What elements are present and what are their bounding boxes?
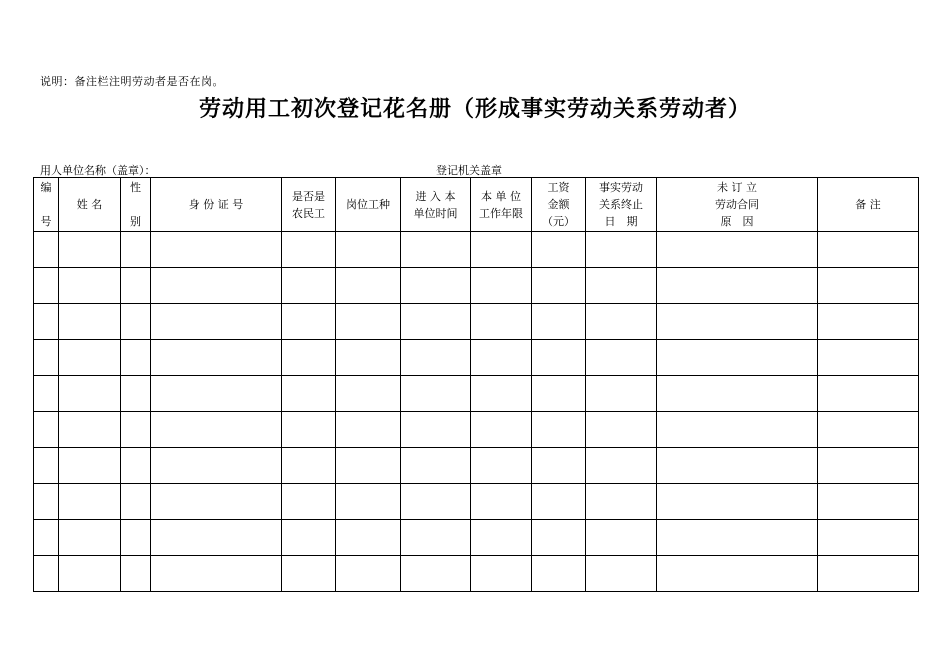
cell-entry-date[interactable] <box>401 484 471 520</box>
cell-migrant-worker[interactable] <box>282 412 336 448</box>
employer-name-label: 用人单位名称（盖章）： <box>40 164 156 177</box>
cell-years-worked[interactable] <box>471 376 532 412</box>
cell-name[interactable] <box>59 412 121 448</box>
cell-no-contract-reason[interactable] <box>657 232 818 268</box>
header-gender-bottom: 别 <box>130 215 141 228</box>
cell-name[interactable] <box>59 520 121 556</box>
cell-position[interactable] <box>336 484 401 520</box>
cell-remarks[interactable] <box>818 484 919 520</box>
header-relation-end-date <box>586 178 657 232</box>
cell-migrant-worker[interactable] <box>282 340 336 376</box>
header-gender <box>121 178 151 232</box>
cell-entry-date[interactable] <box>401 520 471 556</box>
header-entry-line1: 进 入 本 <box>415 189 456 203</box>
cell-id-number[interactable] <box>151 412 282 448</box>
cell-entry-date[interactable] <box>401 376 471 412</box>
cell-number[interactable] <box>34 376 59 412</box>
header-row <box>34 178 919 232</box>
cell-name[interactable] <box>59 268 121 304</box>
cell-gender[interactable] <box>121 268 151 304</box>
cell-number[interactable] <box>34 340 59 376</box>
cell-id-number[interactable] <box>151 232 282 268</box>
cell-gender[interactable] <box>121 484 151 520</box>
cell-relation-end-date[interactable] <box>586 304 657 340</box>
cell-remarks[interactable] <box>818 448 919 484</box>
header-entry-date <box>401 178 471 232</box>
cell-name[interactable] <box>59 556 121 592</box>
cell-name[interactable] <box>59 340 121 376</box>
header-end-line3: 日 期 <box>604 215 638 228</box>
cell-relation-end-date[interactable] <box>586 556 657 592</box>
header-gender-top: 性 <box>130 181 141 194</box>
cell-migrant-worker[interactable] <box>282 376 336 412</box>
cell-migrant-worker[interactable] <box>282 484 336 520</box>
table-row <box>34 484 919 520</box>
cell-migrant-worker[interactable] <box>282 268 336 304</box>
header-no-contract-reason <box>657 178 818 232</box>
cell-relation-end-date[interactable] <box>586 412 657 448</box>
header-number <box>34 178 59 232</box>
header-years-line2: 工作年限 <box>479 206 523 220</box>
header-migrant-line1: 是否是 <box>292 189 325 203</box>
cell-entry-date[interactable] <box>401 268 471 304</box>
cell-years-worked[interactable] <box>471 268 532 304</box>
cell-gender[interactable] <box>121 556 151 592</box>
instruction-note: 说明：备注栏注明劳动者是否在岗。 <box>40 75 224 88</box>
header-migrant-line2: 农民工 <box>292 206 325 220</box>
cell-number[interactable] <box>34 520 59 556</box>
cell-wage[interactable] <box>532 520 586 556</box>
cell-years-worked[interactable] <box>471 556 532 592</box>
cell-gender[interactable] <box>121 376 151 412</box>
cell-name[interactable] <box>59 232 121 268</box>
cell-position[interactable] <box>336 556 401 592</box>
table-row <box>34 556 919 592</box>
header-years-worked <box>471 178 532 232</box>
cell-years-worked[interactable] <box>471 520 532 556</box>
cell-gender[interactable] <box>121 340 151 376</box>
header-wage-line3: （元） <box>542 215 575 228</box>
cell-no-contract-reason[interactable] <box>657 304 818 340</box>
cell-id-number[interactable] <box>151 340 282 376</box>
cell-wage[interactable] <box>532 412 586 448</box>
cell-relation-end-date[interactable] <box>586 376 657 412</box>
table-row <box>34 376 919 412</box>
header-reason-line1: 未 订 立 <box>717 181 757 194</box>
cell-entry-date[interactable] <box>401 340 471 376</box>
cell-number[interactable] <box>34 484 59 520</box>
cell-id-number[interactable] <box>151 268 282 304</box>
table-row <box>34 268 919 304</box>
cell-number[interactable] <box>34 412 59 448</box>
page-title: 劳动用工初次登记花名册（形成事实劳动关系劳动者） <box>198 97 751 122</box>
cell-wage[interactable] <box>532 376 586 412</box>
cell-gender[interactable] <box>121 412 151 448</box>
cell-relation-end-date[interactable] <box>586 520 657 556</box>
cell-id-number[interactable] <box>151 520 282 556</box>
header-position: 岗位工种 <box>336 178 401 232</box>
cell-name[interactable] <box>59 448 121 484</box>
cell-number[interactable] <box>34 448 59 484</box>
table-row <box>34 304 919 340</box>
cell-position[interactable] <box>336 448 401 484</box>
header-wage-line1: 工资 <box>547 181 570 194</box>
cell-entry-date[interactable] <box>401 556 471 592</box>
header-reason-line2: 劳动合同 <box>715 198 759 211</box>
cell-years-worked[interactable] <box>471 412 532 448</box>
header-wage-line2: 金额 <box>547 198 570 211</box>
cell-name[interactable] <box>59 376 121 412</box>
cell-migrant-worker[interactable] <box>282 304 336 340</box>
cell-position[interactable] <box>336 520 401 556</box>
roster-table <box>33 177 919 592</box>
cell-years-worked[interactable] <box>471 484 532 520</box>
cell-wage[interactable] <box>532 268 586 304</box>
table-row <box>34 232 919 268</box>
cell-number[interactable] <box>34 268 59 304</box>
cell-remarks[interactable] <box>818 304 919 340</box>
cell-gender[interactable] <box>121 232 151 268</box>
cell-no-contract-reason[interactable] <box>657 448 818 484</box>
header-number-top: 编 <box>40 181 52 194</box>
cell-migrant-worker[interactable] <box>282 232 336 268</box>
header-wage <box>532 178 586 232</box>
table-row <box>34 340 919 376</box>
header-id-number: 身 份 证 号 <box>151 178 282 232</box>
cell-name[interactable] <box>59 484 121 520</box>
cell-gender[interactable] <box>121 448 151 484</box>
cell-number[interactable] <box>34 556 59 592</box>
cell-wage[interactable] <box>532 340 586 376</box>
cell-id-number[interactable] <box>151 376 282 412</box>
cell-gender[interactable] <box>121 304 151 340</box>
cell-no-contract-reason[interactable] <box>657 268 818 304</box>
cell-relation-end-date[interactable] <box>586 340 657 376</box>
cell-migrant-worker[interactable] <box>282 520 336 556</box>
cell-relation-end-date[interactable] <box>586 268 657 304</box>
cell-position[interactable] <box>336 412 401 448</box>
cell-name[interactable] <box>59 304 121 340</box>
cell-no-contract-reason[interactable] <box>657 340 818 376</box>
cell-id-number[interactable] <box>151 484 282 520</box>
cell-entry-date[interactable] <box>401 412 471 448</box>
cell-entry-date[interactable] <box>401 304 471 340</box>
cell-position[interactable] <box>336 304 401 340</box>
table-row <box>34 412 919 448</box>
cell-no-contract-reason[interactable] <box>657 556 818 592</box>
cell-years-worked[interactable] <box>471 232 532 268</box>
header-end-line2: 关系终止 <box>599 198 643 211</box>
header-migrant-worker <box>282 178 336 232</box>
table-row <box>34 448 919 484</box>
cell-position[interactable] <box>336 340 401 376</box>
cell-remarks[interactable] <box>818 520 919 556</box>
cell-relation-end-date[interactable] <box>586 448 657 484</box>
header-entry-line2: 单位时间 <box>413 206 458 220</box>
cell-migrant-worker[interactable] <box>282 556 336 592</box>
registration-agency-seal-label: 登记机关盖章 <box>436 164 502 177</box>
cell-wage[interactable] <box>532 484 586 520</box>
cell-entry-date[interactable] <box>401 232 471 268</box>
cell-years-worked[interactable] <box>471 448 532 484</box>
header-remarks: 备 注 <box>818 178 919 232</box>
cell-migrant-worker[interactable] <box>282 448 336 484</box>
cell-wage[interactable] <box>532 304 586 340</box>
roster-body <box>34 232 919 592</box>
cell-id-number[interactable] <box>151 556 282 592</box>
table-row <box>34 520 919 556</box>
cell-relation-end-date[interactable] <box>586 232 657 268</box>
cell-position[interactable] <box>336 376 401 412</box>
header-reason-line3: 原 因 <box>720 215 754 228</box>
cell-no-contract-reason[interactable] <box>657 484 818 520</box>
cell-position[interactable] <box>336 268 401 304</box>
cell-number[interactable] <box>34 232 59 268</box>
cell-years-worked[interactable] <box>471 304 532 340</box>
cell-no-contract-reason[interactable] <box>657 520 818 556</box>
cell-remarks[interactable] <box>818 340 919 376</box>
cell-id-number[interactable] <box>151 448 282 484</box>
cell-number[interactable] <box>34 304 59 340</box>
cell-entry-date[interactable] <box>401 448 471 484</box>
cell-remarks[interactable] <box>818 556 919 592</box>
cell-gender[interactable] <box>121 520 151 556</box>
cell-wage[interactable] <box>532 448 586 484</box>
cell-years-worked[interactable] <box>471 340 532 376</box>
cell-position[interactable] <box>336 232 401 268</box>
cell-no-contract-reason[interactable] <box>657 412 818 448</box>
cell-id-number[interactable] <box>151 304 282 340</box>
header-name: 姓 名 <box>59 178 121 232</box>
cell-remarks[interactable] <box>818 232 919 268</box>
cell-no-contract-reason[interactable] <box>657 376 818 412</box>
header-number-bottom: 号 <box>40 215 52 228</box>
cell-remarks[interactable] <box>818 376 919 412</box>
cell-wage[interactable] <box>532 556 586 592</box>
cell-remarks[interactable] <box>818 412 919 448</box>
cell-relation-end-date[interactable] <box>586 484 657 520</box>
header-years-line1: 本 单 位 <box>481 189 521 203</box>
cell-remarks[interactable] <box>818 268 919 304</box>
header-end-line1: 事实劳动 <box>599 181 643 194</box>
cell-wage[interactable] <box>532 232 586 268</box>
